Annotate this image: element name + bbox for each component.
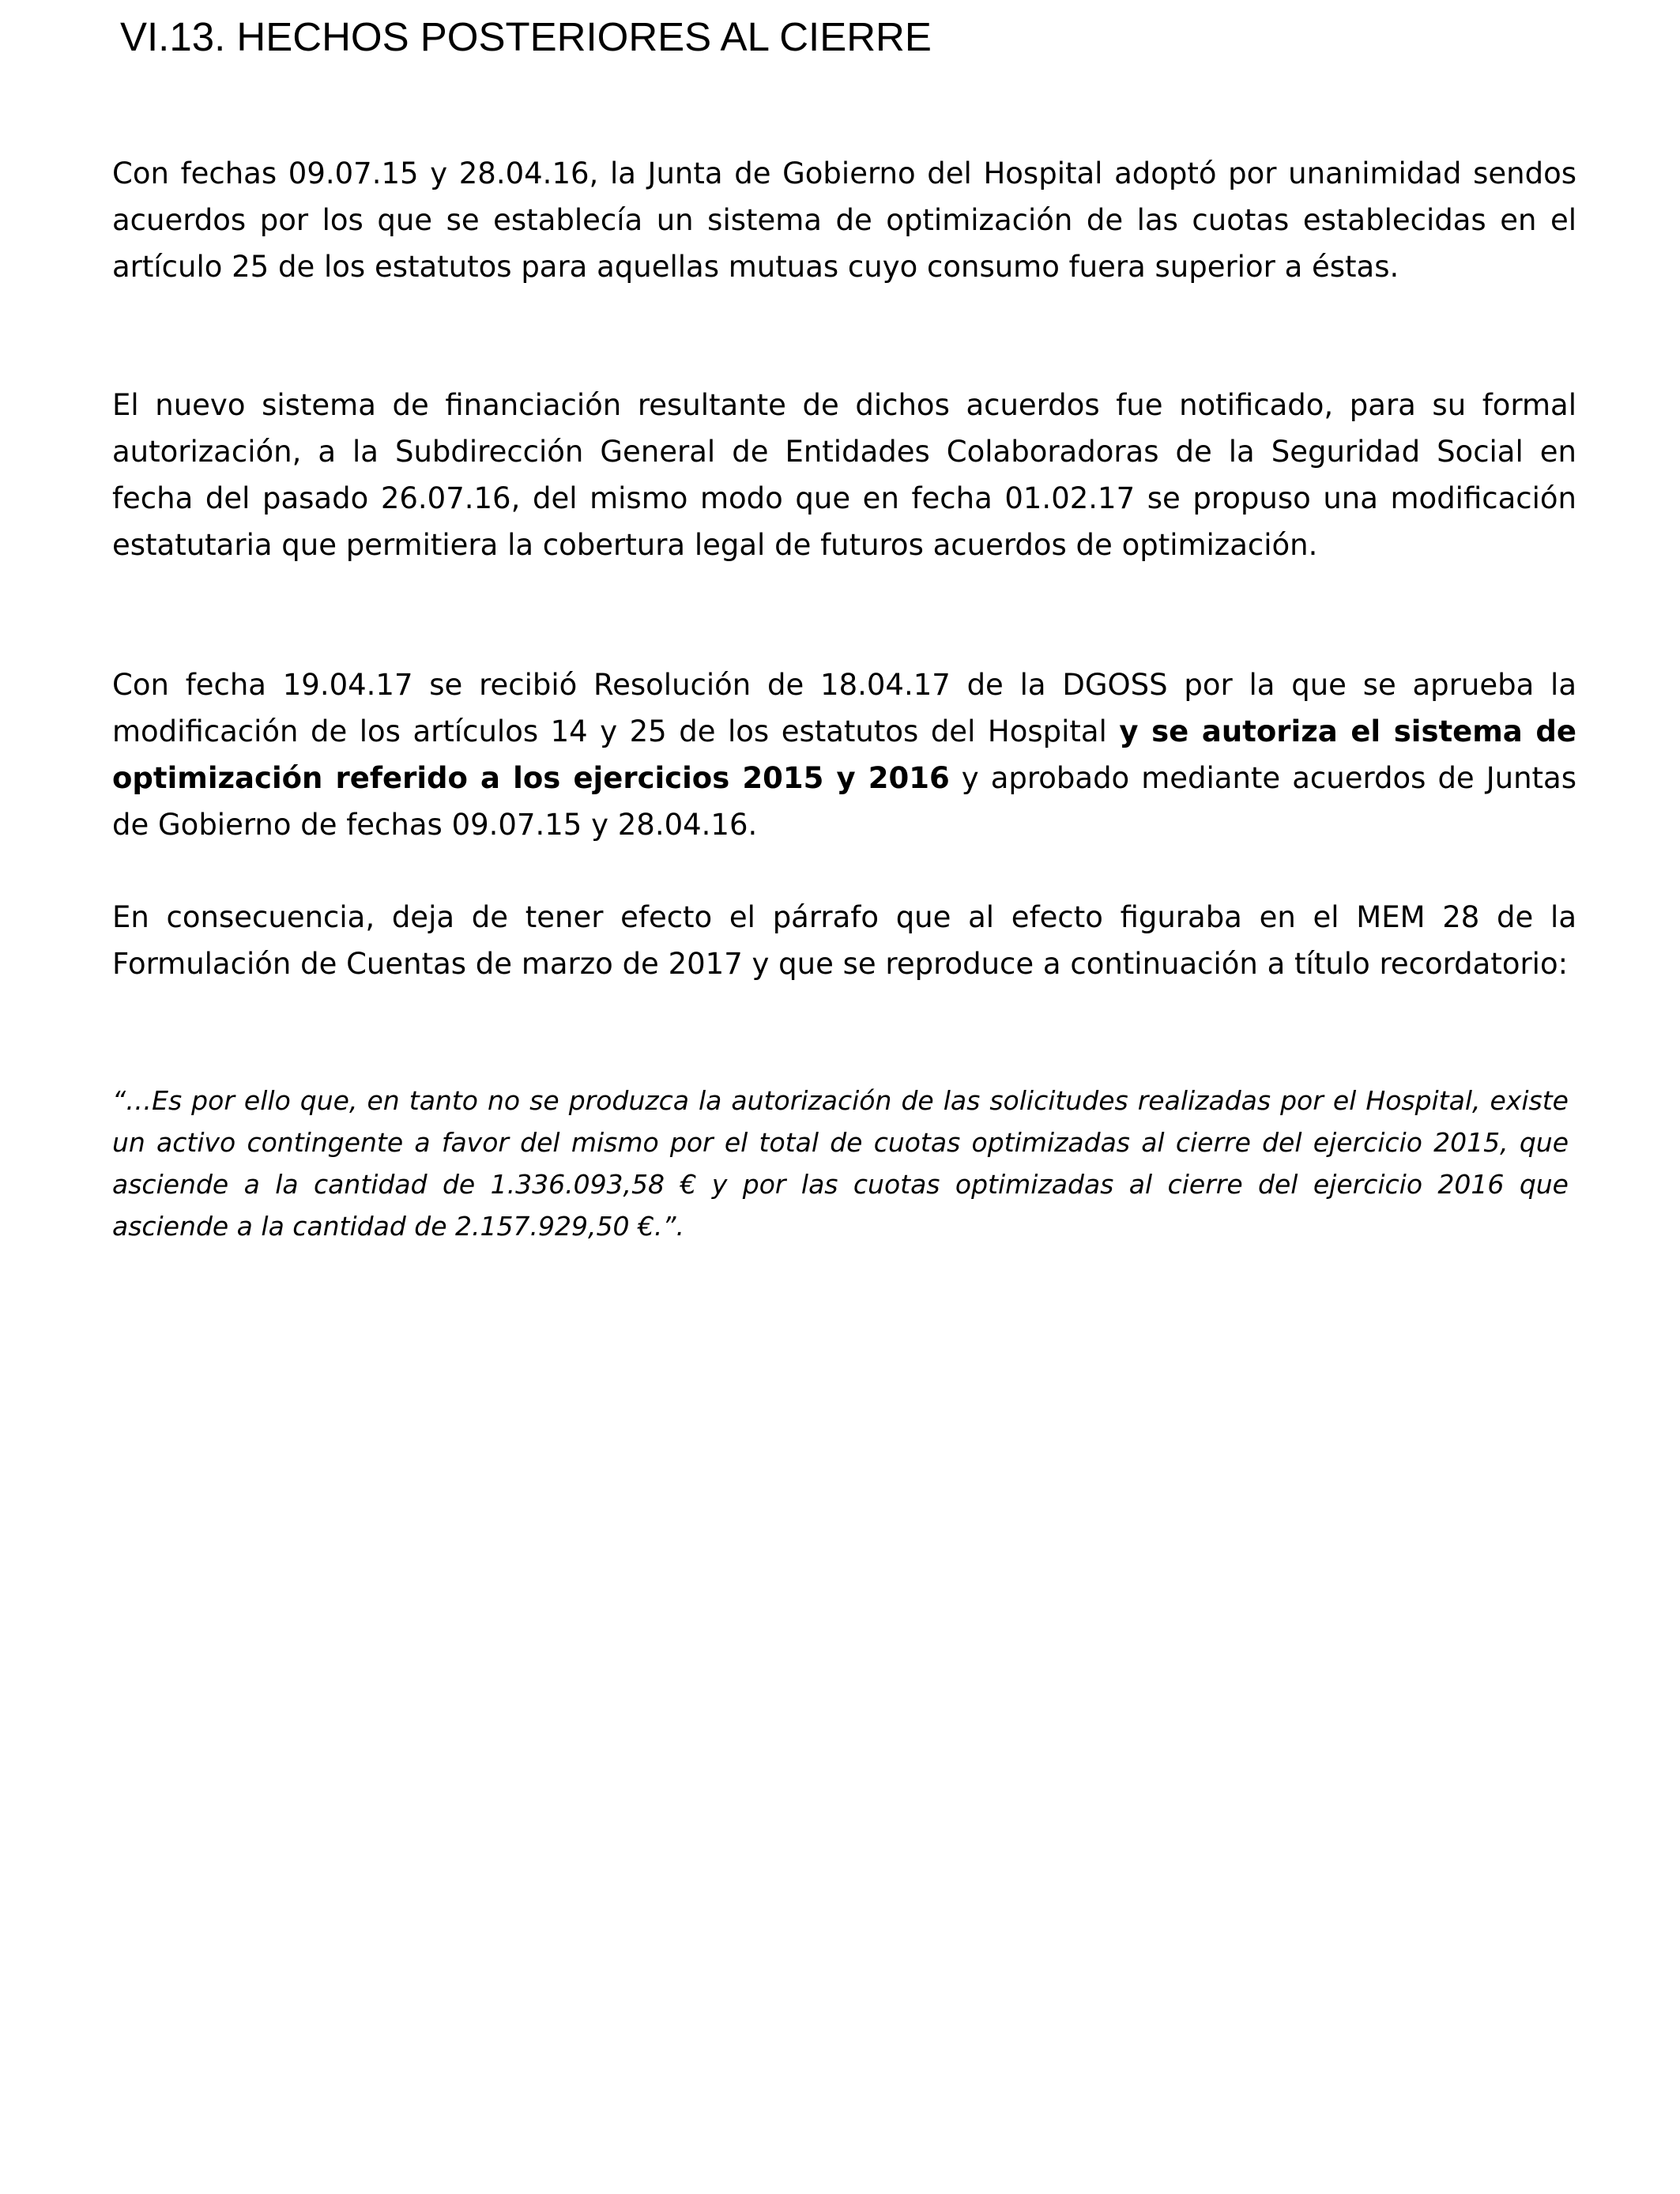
paragraph-financing-notification: El nuevo sistema de financiación resultante de dichos acuerdos fue notificado, para su formal autorización, a la Subdirección General de Entidades Colaboradoras de la Seguridad Social en fecha del pasado 26.07.16, del mismo modo que en fecha 01.02.17 se propuso una modificación estatutaria que permitiera la cobertura legal de futuros acuerdos de optimización.	[112, 388, 1576, 562]
paragraph-optimization-agreements: Con fechas 09.07.15 y 28.04.16, la Junta de Gobierno del Hospital adoptó por unanimidad sendos acuerdos por los que se establecía un sistema de optimización de las cuotas establecidas en el artículo 25 de los estatutos para aquellas mutuas cuyo consumo fuera superior a éstas.	[112, 156, 1576, 284]
resolution-authorization-highlight: y se autoriza el sistema de optimización referido a los ejercicios 2015 y 2016	[112, 714, 1576, 795]
resolution-text-start: Con fecha 19.04.17 se recibió Resolución de 18.04.17 de la DGOSS por la que se aprueba la modificación de los artículos 14 y 25 de los estatutos del Hospital	[112, 668, 1576, 748]
section-title: VI.13. HECHOS POSTERIORES AL CIERRE	[120, 14, 932, 59]
quoted-memorandum-paragraph: “…Es por ello que, en tanto no se produzca la autorización de las solicitudes realizadas por el Hospital, existe un activo contingente a favor del mismo por el total de cuotas optimizadas al cierre del ejercicio 2015, que asciende a la cantidad de 1.336.093,58 € y por las cuotas optimizadas al cierre del ejercicio 2016 que asciende a la cantidad de 2.157.929,50 €.”.	[112, 1085, 1569, 1242]
paragraph-consequence: En consecuencia, deja de tener efecto el párrafo que al efecto figuraba en el MEM 28 de la Formulación de Cuentas de marzo de 2017 y que se reproduce a continuación a título recordatorio:	[112, 900, 1576, 981]
resolution-text-end: y aprobado mediante acuerdos de Juntas de Gobierno de fechas 09.07.15 y 28.04.16.	[112, 761, 1576, 842]
paragraph-dgoss-resolution	[112, 662, 1576, 848]
